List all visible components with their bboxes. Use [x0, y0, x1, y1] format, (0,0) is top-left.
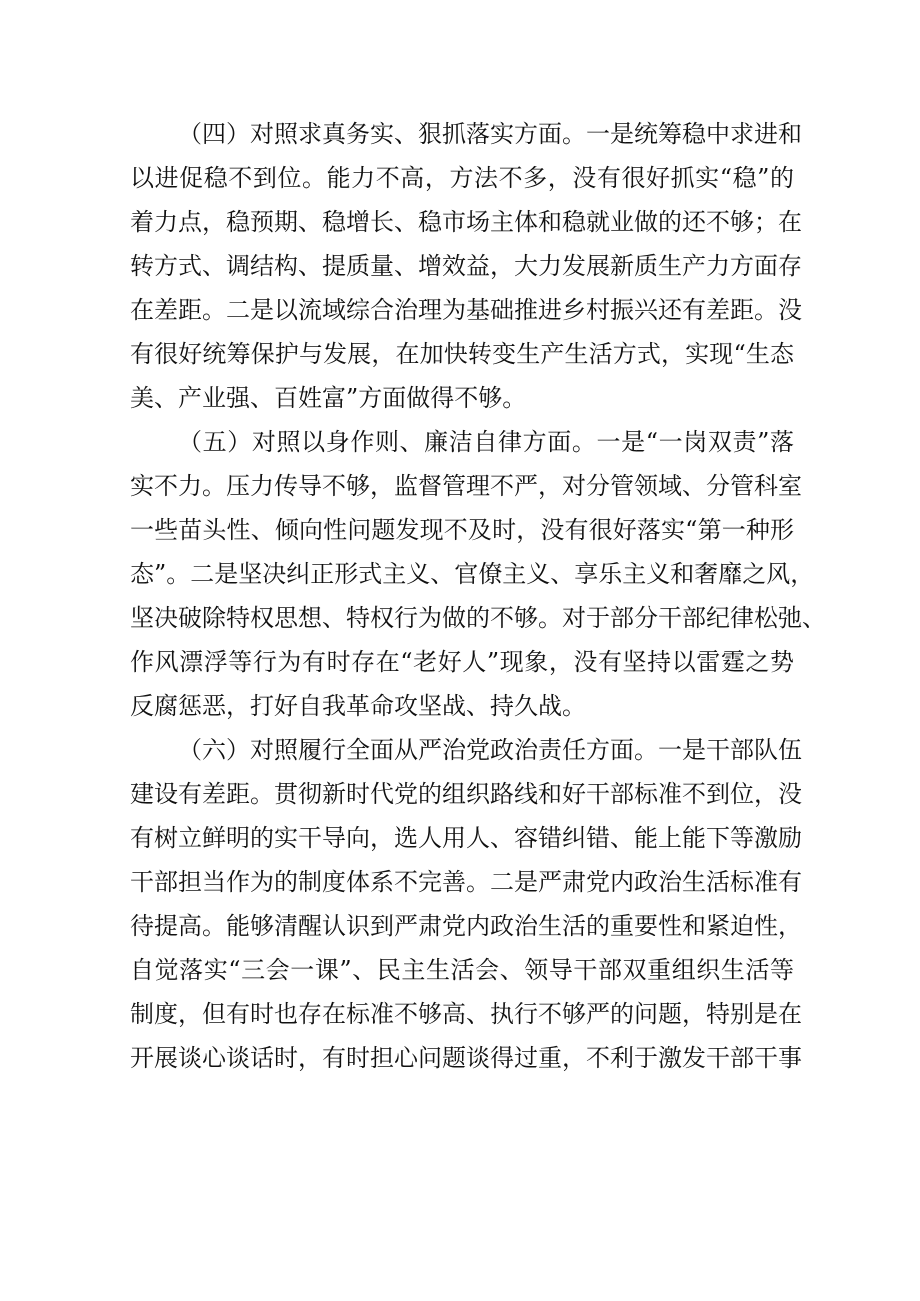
text-line: 作风漂浮等行为有时存在“老好人”现象，没有坚持以雷霆之势 — [130, 648, 794, 676]
text-line: 干部担当作为的制度体系不完善。二是严肃党内政治生活标准有 — [130, 868, 802, 896]
text-line: 开展谈心谈话时，有时担心问题谈得过重，不利于激发干部干事 — [130, 1044, 802, 1072]
document-body — [130, 112, 826, 1080]
text-line: 态”。二是坚决纠正形式主义、官僚主义、享乐主义和奢靡之风， — [130, 560, 815, 588]
text-line: （六）对照履行全面从严治党政治责任方面。一是干部队伍 — [178, 736, 802, 764]
text-line: 有树立鲜明的实干导向，选人用人、容错纠错、能上能下等激励 — [130, 824, 802, 852]
text-line: 一些苗头性、倾向性问题发现不及时，没有很好落实“第一种形 — [130, 516, 794, 544]
text-line: 以进促稳不到位。能力不高，方法不多，没有很好抓实“稳”的 — [130, 164, 794, 192]
text-line: 自觉落实“三会一课”、民主生活会、领导干部双重组织生活等 — [130, 956, 794, 984]
paragraph-section-6 — [130, 728, 802, 1080]
text-line: 坚决破除特权思想、特权行为做的不够。对于部分干部纪律松弛、 — [130, 604, 826, 632]
text-line: （四）对照求真务实、狠抓落实方面。一是统筹稳中求进和 — [178, 120, 802, 148]
text-line: 制度，但有时也存在标准不够高、执行不够严的问题，特别是在 — [130, 1000, 802, 1028]
text-line: 有很好统筹保护与发展，在加快转变生产生活方式，实现“生态 — [130, 340, 794, 368]
text-line: 着力点，稳预期、稳增长、稳市场主体和稳就业做的还不够；在 — [130, 208, 802, 236]
text-line: （五）对照以身作则、廉洁自律方面。一是“一岗双责”落 — [178, 428, 794, 456]
paragraph-section-5 — [130, 420, 826, 728]
text-line: 转方式、调结构、提质量、增效益，大力发展新质生产力方面存 — [130, 252, 802, 280]
text-line: 美、产业强、百姓富”方面做得不够。 — [130, 384, 527, 412]
text-line: 待提高。能够清醒认识到严肃党内政治生活的重要性和紧迫性， — [130, 912, 802, 940]
paragraph-section-4 — [130, 112, 802, 420]
text-line: 反腐惩恶，打好自我革命攻坚战、持久战。 — [130, 692, 586, 720]
text-line: 建设有差距。贯彻新时代党的组织路线和好干部标准不到位，没 — [130, 780, 802, 808]
text-line: 在差距。二是以流域综合治理为基础推进乡村振兴还有差距。没 — [130, 296, 802, 324]
text-line: 实不力。压力传导不够，监督管理不严，对分管领域、分管科室 — [130, 472, 802, 500]
